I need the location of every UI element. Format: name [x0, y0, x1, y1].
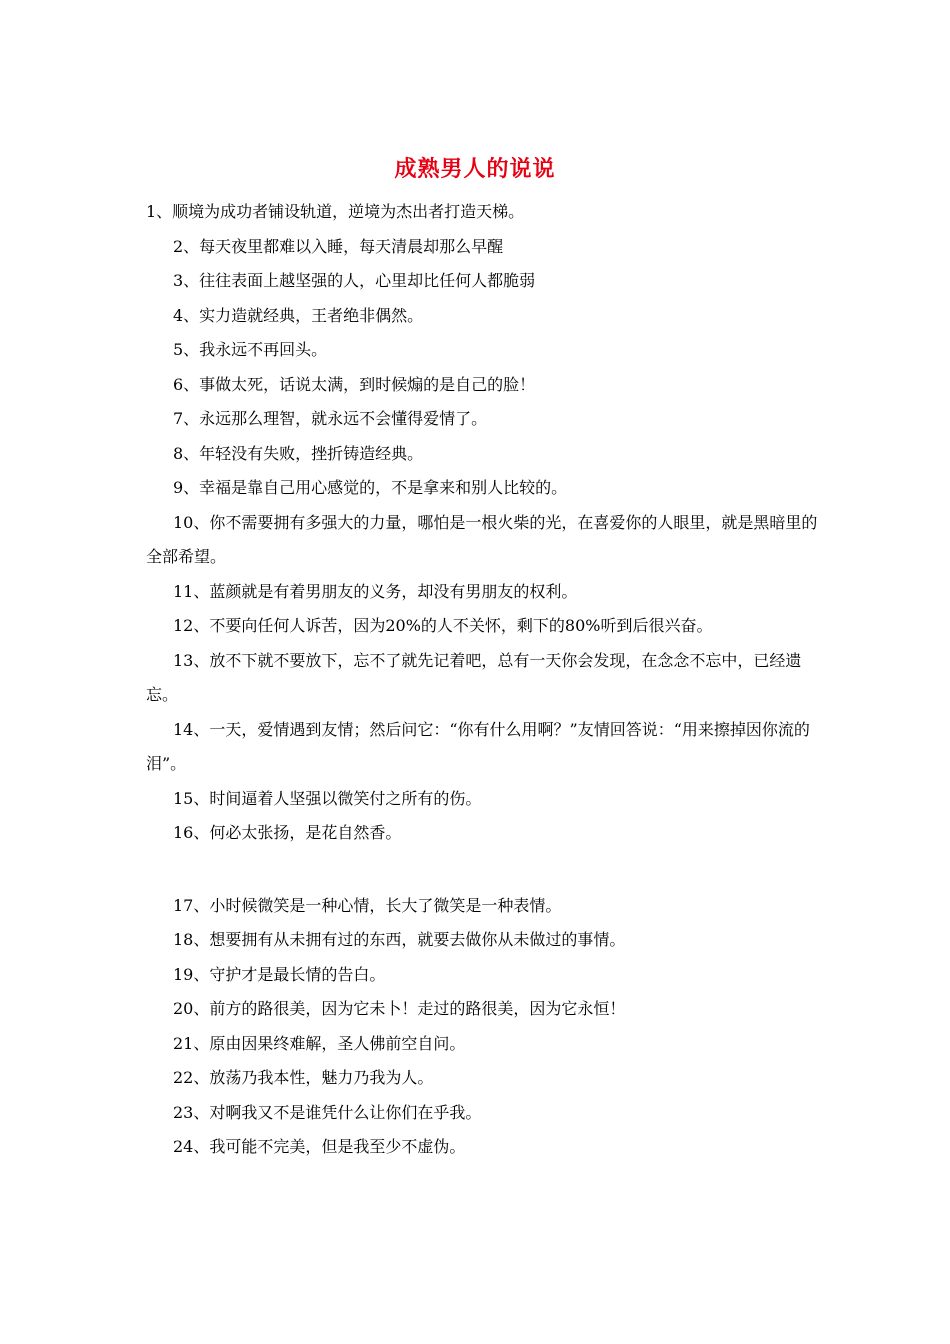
document-body [146, 195, 818, 1165]
list-item-6: 6、事做太死，话说太满，到时候煽的是自己的脸！ [173, 374, 536, 394]
list-item-5: 5、我永远不再回头。 [173, 340, 328, 359]
list-item-20: 20、前方的路很美，因为它未卜！走过的路很美，因为它永恒！ [173, 999, 626, 1018]
list-item-21: 21、原由因果终难解，圣人佛前空自问。 [173, 1033, 466, 1053]
list-item-13: 13、放不下就不要放下，忘不了就先记着吧，总有一天你会发现，在念念不忘中，已经遗忘。 [146, 650, 802, 704]
list-item-14: 14、一天，爱情遇到友情；然后问它：“你有什么用啊？”友情回答说：“用来擦掉因你流的泪”。 [146, 719, 810, 773]
list-item-23: 23、对啊我又不是谁凭什么让你们在乎我。 [173, 1102, 482, 1122]
list-item-4: 4、实力造就经典，王者绝非偶然。 [173, 305, 424, 325]
list-item-11: 11、蓝颜就是有着男朋友的义务，却没有男朋友的权利。 [173, 581, 578, 601]
list-item-7: 7、永远那么理智，就永远不会懂得爱情了。 [173, 409, 488, 428]
list-item-24: 24、我可能不完美，但是我至少不虚伪。 [173, 1137, 466, 1156]
list-item-10: 10、你不需要拥有多强大的力量，哪怕是一根火柴的光，在喜爱你的人眼里，就是黑暗里的全部希望。 [146, 512, 818, 566]
list-item-17: 17、小时候微笑是一种心情，长大了微笑是一种表情。 [173, 895, 562, 915]
list-item-16: 16、何必太张扬，是花自然香。 [173, 823, 402, 842]
list-item-1: 1、顺境为成功者铺设轨道，逆境为杰出者打造天梯。 [146, 202, 525, 221]
list-item-3: 3、往往表面上越坚强的人，心里却比任何人都脆弱 [173, 271, 536, 290]
paragraph-spacer [146, 851, 818, 889]
list-item-9: 9、幸福是靠自己用心感觉的，不是拿来和别人比较的。 [173, 478, 568, 497]
list-item-18: 18、想要拥有从未拥有过的东西，就要去做你从未做过的事情。 [173, 930, 626, 949]
list-item-22: 22、放荡乃我本性，魅力乃我为人。 [173, 1068, 434, 1087]
list-item-2: 2、每天夜里都难以入睡，每天清晨却那么早醒 [173, 236, 504, 256]
list-item-19: 19、守护才是最长情的告白。 [173, 964, 386, 984]
page-title: 成熟男人的说说 [394, 156, 556, 182]
list-item-8: 8、年轻没有失败，挫折铸造经典。 [173, 443, 424, 463]
list-item-12: 12、不要向任何人诉苦，因为20%的人不关怀，剩下的80%听到后很兴奋。 [173, 616, 713, 635]
list-item-15: 15、时间逼着人坚强以微笑付之所有的伤。 [173, 788, 482, 808]
